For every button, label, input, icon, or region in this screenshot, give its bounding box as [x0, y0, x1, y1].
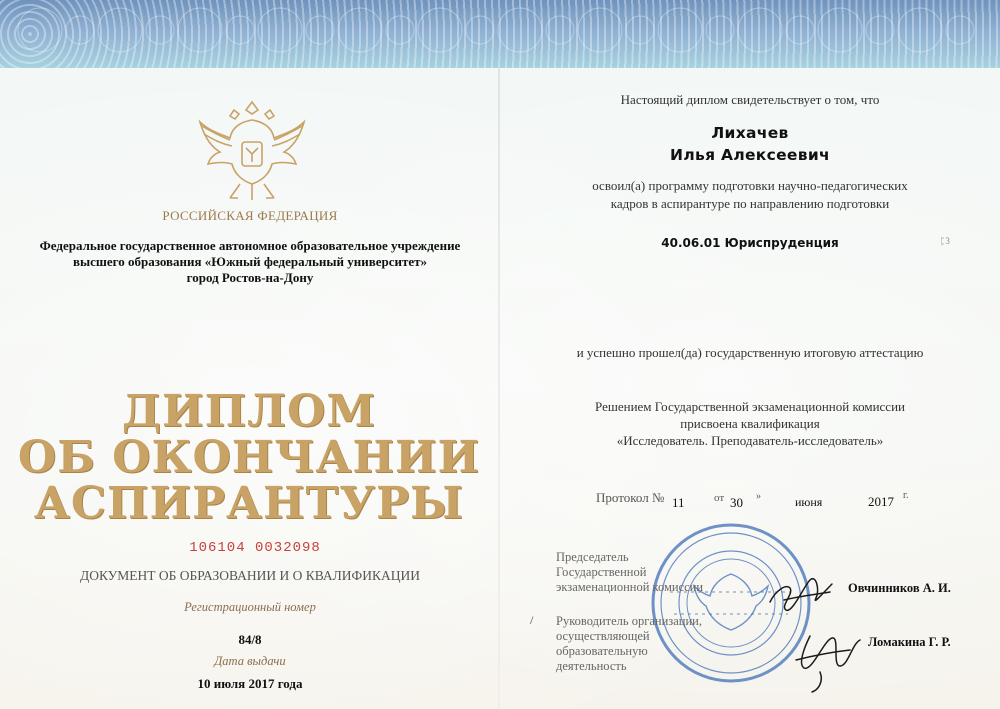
- qualification-text: [500, 398, 1000, 449]
- program-text: [500, 177, 1000, 213]
- country-name: РОССИЙСКАЯ ФЕДЕРАЦИЯ: [162, 208, 338, 223]
- protocol-day: 30: [730, 495, 743, 510]
- protocol-month: июня: [795, 495, 823, 509]
- chair-line: Председатель: [556, 550, 629, 564]
- decorative-guilloche-band: [0, 0, 1000, 68]
- issue-date: 10 июля 2017 года: [197, 676, 303, 691]
- graduate-given-names: Илья Алексеевич: [670, 146, 830, 164]
- page-fold: [498, 68, 500, 709]
- registration-number: 84/8: [238, 632, 262, 647]
- intro-text: Настоящий диплом свидетельствует о том, что: [620, 92, 880, 107]
- protocol-label: Протокол №: [596, 490, 665, 505]
- issue-date-label: Дата выдачи: [214, 654, 286, 668]
- chair-line: экзаменационной комиссии: [556, 580, 704, 594]
- graduate-surname: Лихачев: [711, 124, 789, 142]
- program-line: освоил(а) программу подготовки научно-педагогических: [592, 178, 908, 193]
- head-line: Руководитель организации,: [556, 614, 702, 628]
- chair-name: Овчинников А. И.: [848, 581, 951, 595]
- tiny-mark: ᛈ3: [940, 236, 950, 246]
- protocol-quote: »: [756, 491, 761, 502]
- protocol-number: 11: [672, 495, 685, 510]
- attestation-text: и успешно прошел(да) государственную итоговую аттестацию: [576, 345, 924, 360]
- chair-line: Государственной: [556, 565, 647, 579]
- qualification-line: присвоена квалификация: [680, 416, 820, 431]
- protocol-year-suffix: г.: [903, 490, 909, 501]
- registration-label: Регистрационный номер: [184, 600, 316, 614]
- head-name: Ломакина Г. Р.: [868, 635, 951, 649]
- specialty: 40.06.01 Юриспруденция: [661, 236, 839, 250]
- head-line: деятельность: [556, 659, 627, 673]
- double-headed-eagle-icon: [190, 92, 314, 208]
- institution-city: город Ростов-на-Дону: [186, 270, 314, 285]
- qualification-line: Решением Государственной экзаменационной комиссии: [595, 399, 905, 414]
- program-line: кадров в аспирантуре по направлению подготовки: [610, 196, 890, 211]
- serial-number: 106104 0032098: [189, 540, 321, 556]
- protocol-from: от: [714, 492, 725, 504]
- institution-line: Федеральное государственное автономное образовательное учреждение: [39, 238, 461, 253]
- protocol-year: 2017: [868, 494, 894, 509]
- diploma-title-line3: АСПИРАНТУРЫ: [34, 478, 464, 529]
- head-line: осуществляющей образовательную: [556, 629, 650, 658]
- handwritten-signatures: [700, 540, 880, 700]
- margin-dash: /: [530, 613, 534, 627]
- document-type: ДОКУМЕНТ ОБ ОБРАЗОВАНИИ И О КВАЛИФИКАЦИИ: [80, 568, 420, 583]
- qualification-name: «Исследователь. Преподаватель-исследователь»: [616, 433, 884, 448]
- institution-line: высшего образования «Южный федеральный университет»: [72, 254, 428, 269]
- guilloche-pattern: [0, 0, 1000, 68]
- chair-title: [556, 550, 706, 595]
- diploma-title-line1: ДИПЛОМ: [121, 386, 377, 437]
- diploma-title-line2: ОБ ОКОНЧАНИИ: [17, 432, 481, 483]
- institution-name: [20, 238, 480, 286]
